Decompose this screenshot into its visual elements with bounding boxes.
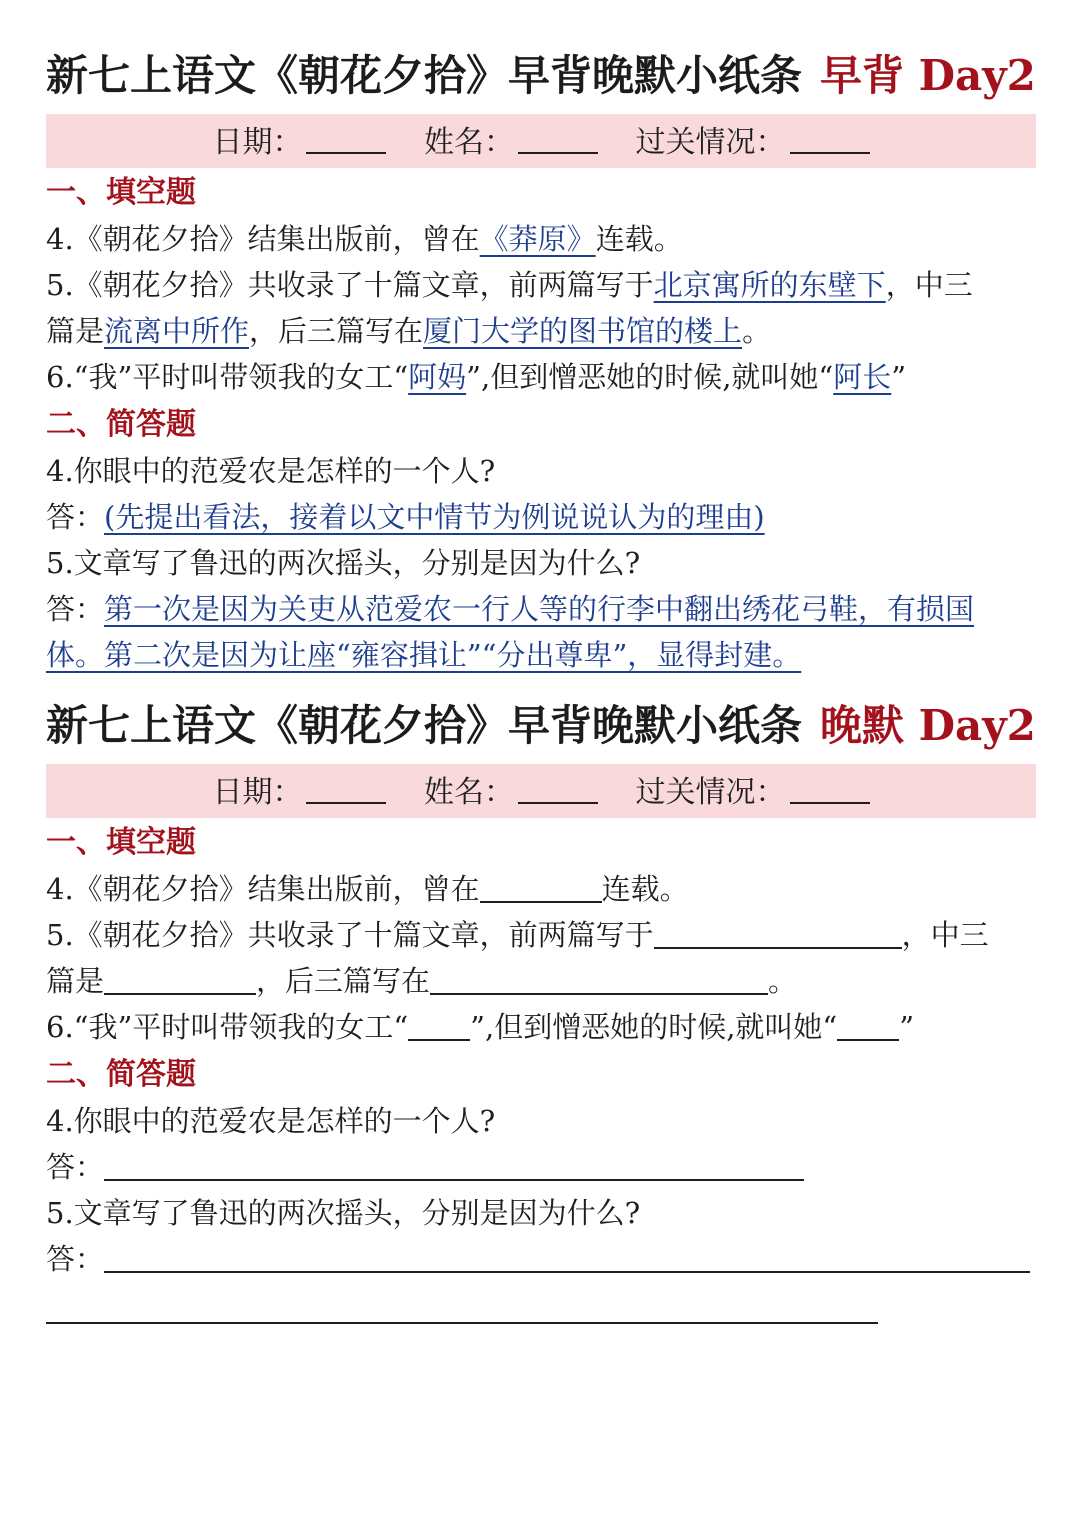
q5-mid1: ，中三 xyxy=(901,918,989,952)
q6-answer-2: 阿长 xyxy=(833,360,892,394)
info-bar xyxy=(46,114,1036,168)
worksheet-title xyxy=(46,44,1036,108)
worksheet-title xyxy=(46,694,1036,758)
question-6 xyxy=(46,1004,1036,1050)
q6-text: 6.“我”平时叫带领我的女工“ xyxy=(46,1010,409,1044)
question-4 xyxy=(46,866,1036,912)
short-answer-4-text: (先提出看法，接着以文中情节为例说说认为的理由) xyxy=(104,500,765,534)
q5-end: 。 xyxy=(742,314,772,348)
question-5-line1 xyxy=(46,912,1036,958)
q5-blank-3[interactable] xyxy=(430,959,768,995)
q5-text: 5.《朝花夕拾》共收录了十篇文章，前两篇写于 xyxy=(46,268,654,302)
q6-mid: ”,但到憎恶她的时候,就叫她“ xyxy=(466,360,834,394)
q5-answer-1: 北京寓所的东壁下 xyxy=(653,268,886,302)
short-answer-5-blank-2[interactable] xyxy=(46,1282,878,1324)
worksheet-evening xyxy=(46,694,1036,1324)
q6-end: ” xyxy=(899,1010,915,1044)
short-question-5: 5.文章写了鲁迅的两次摇头，分别是因为什么? xyxy=(46,1196,641,1230)
short-question-5: 5.文章写了鲁迅的两次摇头，分别是因为什么? xyxy=(46,546,641,580)
date-label: 日期： xyxy=(212,125,303,160)
title-tag: 早背 Day2 xyxy=(820,51,1036,100)
question-4 xyxy=(46,216,1036,262)
question-5-line2 xyxy=(46,308,1036,354)
short-question-4: 4.你眼中的范爱农是怎样的一个人? xyxy=(46,454,496,488)
q5-blank-2[interactable] xyxy=(104,959,256,995)
short-answer-5-text-1: 第一次是因为关吏从范爱农一行人等的行李中翻出绣花弓鞋，有损国 xyxy=(104,592,975,626)
question-5-line2 xyxy=(46,958,1036,1004)
answer-label: 答： xyxy=(46,1150,105,1184)
q4-blank[interactable] xyxy=(480,867,602,903)
name-label: 姓名： xyxy=(424,125,514,160)
q5-pre2: 篇是 xyxy=(46,314,105,348)
status-field[interactable] xyxy=(636,764,870,820)
title-text: 新七上语文《朝花夕拾》早背晚默小纸条 xyxy=(46,701,803,750)
info-bar xyxy=(46,764,1036,818)
title-text: 新七上语文《朝花夕拾》早背晚默小纸条 xyxy=(46,51,803,100)
question-6 xyxy=(46,354,1036,400)
q5-mid2: ，后三篇写在 xyxy=(256,964,431,998)
q6-mid: ”,但到憎恶她的时候,就叫她“ xyxy=(470,1010,838,1044)
name-blank[interactable] xyxy=(518,114,598,154)
section-short-answer: 二、简答题 xyxy=(46,407,196,442)
q4-post: 连载。 xyxy=(601,872,689,906)
q5-answer-2: 流离中所作 xyxy=(104,314,250,348)
name-label: 姓名： xyxy=(424,775,514,810)
short-answer-4 xyxy=(46,1144,1036,1190)
q4-answer: 《莽原》 xyxy=(479,222,596,256)
q6-blank-2[interactable] xyxy=(837,1005,899,1041)
status-label: 过关情况： xyxy=(635,125,786,160)
q5-end: 。 xyxy=(768,964,798,998)
q4-post: 连载。 xyxy=(595,222,683,256)
section-fill-in: 一、填空题 xyxy=(46,175,196,210)
date-blank[interactable] xyxy=(306,764,386,804)
short-answer-5 xyxy=(46,1236,1036,1282)
date-blank[interactable] xyxy=(306,114,386,154)
name-blank[interactable] xyxy=(518,764,598,804)
q4-text: 4.《朝花夕拾》结集出版前，曾在 xyxy=(46,872,480,906)
short-answer-5-blank-1[interactable] xyxy=(104,1237,1030,1273)
name-field[interactable] xyxy=(424,114,598,170)
question-5-line1 xyxy=(46,262,1036,308)
q5-text: 5.《朝花夕拾》共收录了十篇文章，前两篇写于 xyxy=(46,918,654,952)
title-tag: 晚默 Day2 xyxy=(820,701,1036,750)
short-question-4: 4.你眼中的范爱农是怎样的一个人? xyxy=(46,1104,496,1138)
answer-label: 答： xyxy=(46,1242,105,1276)
date-label: 日期： xyxy=(212,775,303,810)
status-blank[interactable] xyxy=(790,764,870,804)
q6-text: 6.“我”平时叫带领我的女工“ xyxy=(46,360,409,394)
section-fill-in: 一、填空题 xyxy=(46,825,196,860)
status-blank[interactable] xyxy=(790,114,870,154)
q5-answer-3: 厦门大学的图书馆的楼上 xyxy=(423,314,743,348)
short-answer-4 xyxy=(46,494,1036,540)
section-short-answer: 二、简答题 xyxy=(46,1057,196,1092)
q6-answer-1: 阿妈 xyxy=(408,360,467,394)
q5-blank-1[interactable] xyxy=(654,913,902,949)
status-field[interactable] xyxy=(636,114,870,170)
q6-end: ” xyxy=(891,360,907,394)
q5-pre2: 篇是 xyxy=(46,964,105,998)
q6-blank-1[interactable] xyxy=(408,1005,470,1041)
q4-text: 4.《朝花夕拾》结集出版前，曾在 xyxy=(46,222,480,256)
short-answer-5-text-2: 体。第二次是因为让座“雍容揖让”“分出尊卑”，显得封建。 xyxy=(46,638,802,672)
short-answer-5-line1 xyxy=(46,586,1036,632)
q5-mid1: ，中三 xyxy=(885,268,973,302)
answer-label: 答： xyxy=(46,592,105,626)
date-field[interactable] xyxy=(212,114,386,170)
short-answer-5-line2 xyxy=(46,632,1036,678)
answer-label: 答： xyxy=(46,500,105,534)
status-label: 过关情况： xyxy=(635,775,786,810)
name-field[interactable] xyxy=(424,764,598,820)
date-field[interactable] xyxy=(212,764,386,820)
short-answer-4-blank[interactable] xyxy=(104,1145,804,1181)
q5-mid2: ，后三篇写在 xyxy=(249,314,424,348)
worksheet-morning xyxy=(46,44,1036,678)
